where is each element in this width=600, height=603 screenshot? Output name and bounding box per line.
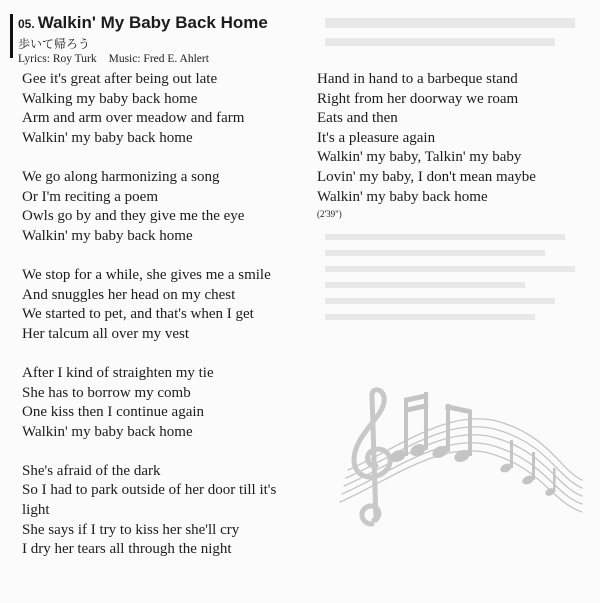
stanza [317,70,587,207]
lyric-line: We go along harmonizing a song [22,168,220,185]
stanza [22,168,312,246]
lyrics-right-column [317,70,587,220]
title-accent-bar [10,14,13,58]
lyric-line: Walkin' my baby back home [22,423,193,440]
stanza [22,364,312,442]
track-number: 05. [18,17,35,31]
lyric-line: It's a pleasure again [317,129,436,146]
lyric-line: Eats and then [317,110,398,127]
lyric-line: light [22,502,50,519]
lyric-line: After I kind of straighten my tie [22,364,214,381]
track-title-line [18,12,318,35]
stanza [22,462,312,560]
lyric-line: She says if I try to kiss her she'll cry [22,521,240,538]
lyric-line: Right from her doorway we roam [317,90,519,107]
lyrics-credit: Lyrics: Roy Turk [18,53,97,65]
lyric-line: Hand in hand to a barbeque stand [317,71,518,87]
track-header [18,12,318,67]
lyric-line: She has to borrow my comb [22,384,191,401]
lyric-line: Walkin' my baby back home [317,188,488,205]
lyric-line: Walkin' my baby back home [22,129,193,146]
lyric-line: Or I'm reciting a poem [22,188,158,205]
track-subtitle: 歩いて帰ろう [18,37,91,51]
lyric-line: And snuggles her head on my chest [22,286,236,303]
lyric-line: She's afraid of the dark [22,462,161,479]
track-credits [18,52,318,67]
track-duration: (2'39") [317,209,342,220]
lyric-line: One kiss then I continue again [22,404,205,421]
lyric-line: I dry her tears all through the night [22,541,232,558]
lyric-line: Walkin' my baby, Talkin' my baby [317,149,522,166]
track-title: Walkin' My Baby Back Home [37,13,268,32]
lyric-line: Walkin' my baby back home [22,227,193,244]
lyric-line: So I had to park outside of her door till it's [22,482,277,499]
lyric-line: Her talcum all over my vest [22,325,190,342]
music-notes-illustration [332,384,584,534]
music-credit: Music: Fred E. Ahlert [108,53,209,65]
stanza [22,70,312,148]
lyric-line: We started to pet, and that's when I get [22,306,254,323]
lyric-line: Lovin' my baby, I don't mean maybe [317,168,536,185]
lyrics-left-column [22,70,312,579]
lyric-line: Walking my baby back home [22,90,198,107]
lyric-line: Arm and arm over meadow and farm [22,110,245,127]
lyric-line: Gee it's great after being out late [22,71,218,87]
lyric-line: Owls go by and they give me the eye [22,208,245,225]
stanza [22,266,312,344]
lyric-line: We stop for a while, she gives me a smile [22,266,271,283]
